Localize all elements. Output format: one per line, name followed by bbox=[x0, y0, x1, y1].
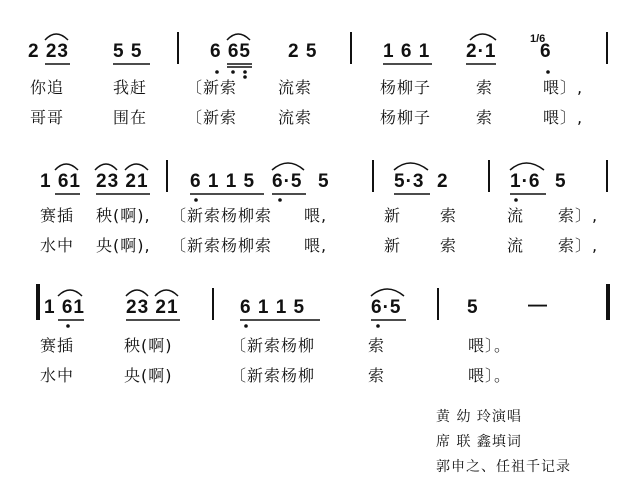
repeat-start-barline bbox=[36, 284, 40, 320]
slur bbox=[125, 164, 148, 170]
barline bbox=[488, 160, 490, 192]
note-group: 5 bbox=[555, 171, 567, 192]
note-group: 5 5 bbox=[113, 41, 143, 62]
lyric: 我赶 bbox=[113, 78, 148, 97]
slur bbox=[394, 163, 428, 170]
barline bbox=[350, 32, 352, 64]
octave-dot bbox=[243, 75, 247, 79]
slur bbox=[227, 34, 250, 40]
final-barline bbox=[606, 284, 610, 320]
lyric: 索 bbox=[476, 78, 494, 97]
slur bbox=[55, 164, 78, 170]
lyric: 索〕, bbox=[558, 206, 599, 225]
note-group: 6 65 bbox=[210, 41, 251, 62]
lyric: 喂, bbox=[304, 236, 328, 255]
octave-dot bbox=[243, 70, 247, 74]
octave-dot bbox=[194, 198, 198, 202]
lyric: 围在 bbox=[113, 108, 148, 127]
slur bbox=[45, 34, 68, 40]
lyric: 索 bbox=[368, 366, 386, 385]
lyric: 杨柳子 bbox=[380, 78, 432, 97]
slur bbox=[126, 290, 148, 296]
octave-dot bbox=[231, 70, 235, 74]
barline bbox=[166, 160, 168, 192]
note-group: 5 bbox=[318, 171, 330, 192]
note-group: 23 21 bbox=[126, 297, 179, 318]
lyric: 秧(啊), bbox=[96, 206, 151, 225]
lyric: 〔新索 bbox=[186, 78, 238, 97]
lyric: 〔新索杨柳索 bbox=[170, 236, 273, 255]
lyric: 流索 bbox=[278, 78, 313, 97]
dash-extension: — bbox=[528, 295, 548, 316]
octave-dot bbox=[514, 198, 518, 202]
note-group: 1·6 bbox=[510, 171, 541, 192]
slur bbox=[155, 290, 178, 296]
slur bbox=[58, 290, 82, 296]
lyric: 哥哥 bbox=[30, 108, 65, 127]
slur bbox=[272, 163, 304, 170]
lyric: 秧(啊) bbox=[124, 336, 173, 355]
note-group: 5 bbox=[467, 297, 479, 318]
lyric: 〔新索杨柳 bbox=[230, 336, 316, 355]
lyric: 喂, bbox=[304, 206, 328, 225]
lyric: 喂〕, bbox=[543, 108, 584, 127]
octave-dot bbox=[546, 70, 550, 74]
lyric: 水中 bbox=[40, 236, 75, 255]
recorder-credit: 郭申之、任祖千记录 bbox=[436, 459, 571, 475]
lyric: 你追 bbox=[30, 78, 65, 97]
lyric: 喂〕。 bbox=[468, 366, 512, 385]
lyricist-credit: 席 联 鑫填词 bbox=[436, 434, 522, 450]
lyric: 央(啊), bbox=[96, 236, 151, 255]
octave-dot bbox=[278, 198, 282, 202]
grace-fraction: 1/6 bbox=[530, 33, 546, 45]
lyric: 索 bbox=[368, 336, 386, 355]
barline bbox=[606, 160, 608, 192]
octave-dot bbox=[244, 324, 248, 328]
octave-dot bbox=[215, 70, 219, 74]
lyric: 流 bbox=[507, 236, 525, 255]
lyric: 〔新索杨柳 bbox=[230, 366, 316, 385]
lyric: 喂〕, bbox=[543, 78, 584, 97]
lyric: 索 bbox=[476, 108, 494, 127]
slur bbox=[371, 289, 404, 296]
note-group: 23 21 bbox=[96, 171, 149, 192]
octave-dot bbox=[376, 324, 380, 328]
lyric: 流 bbox=[507, 206, 525, 225]
lyric: 喂〕。 bbox=[468, 336, 512, 355]
note-group: 2 5 bbox=[288, 41, 318, 62]
lyric: 流索 bbox=[278, 108, 313, 127]
lyric: 〔新索杨柳索 bbox=[170, 206, 273, 225]
note-group: 6·5 bbox=[272, 171, 303, 192]
note-group: 6 bbox=[540, 41, 552, 62]
lyric: 索 bbox=[440, 206, 458, 225]
lyric: 〔新索 bbox=[186, 108, 238, 127]
note-group: 5·3 bbox=[394, 171, 425, 192]
note-group: 2·1 bbox=[466, 41, 497, 62]
slur bbox=[470, 34, 496, 40]
slur bbox=[510, 163, 544, 170]
barline bbox=[606, 32, 608, 64]
lyric: 新 bbox=[384, 236, 402, 255]
lyric: 索〕, bbox=[558, 236, 599, 255]
note-group: 1 61 bbox=[40, 171, 81, 192]
note-group: 2 23 bbox=[28, 41, 69, 62]
lyric: 索 bbox=[440, 236, 458, 255]
barline bbox=[212, 288, 214, 320]
note-group: 6·5 bbox=[371, 297, 402, 318]
lyric: 赛插 bbox=[40, 336, 75, 355]
lyric: 杨柳子 bbox=[380, 108, 432, 127]
octave-dot bbox=[66, 324, 70, 328]
note-group: 1 6 1 bbox=[383, 41, 431, 62]
lyric: 水中 bbox=[40, 366, 75, 385]
note-group: 1 61 bbox=[44, 297, 85, 318]
note-group: 2 bbox=[437, 171, 449, 192]
note-group: 6 1 1 5 bbox=[190, 171, 256, 192]
barline bbox=[437, 288, 439, 320]
slur bbox=[95, 164, 117, 170]
note-group: 6 1 1 5 bbox=[240, 297, 306, 318]
lyric: 赛插 bbox=[40, 206, 75, 225]
singer-credit: 黄 幼 玲演唱 bbox=[436, 409, 522, 425]
barline bbox=[372, 160, 374, 192]
lyric: 新 bbox=[384, 206, 402, 225]
barline bbox=[177, 32, 179, 64]
lyric: 央(啊) bbox=[124, 366, 173, 385]
